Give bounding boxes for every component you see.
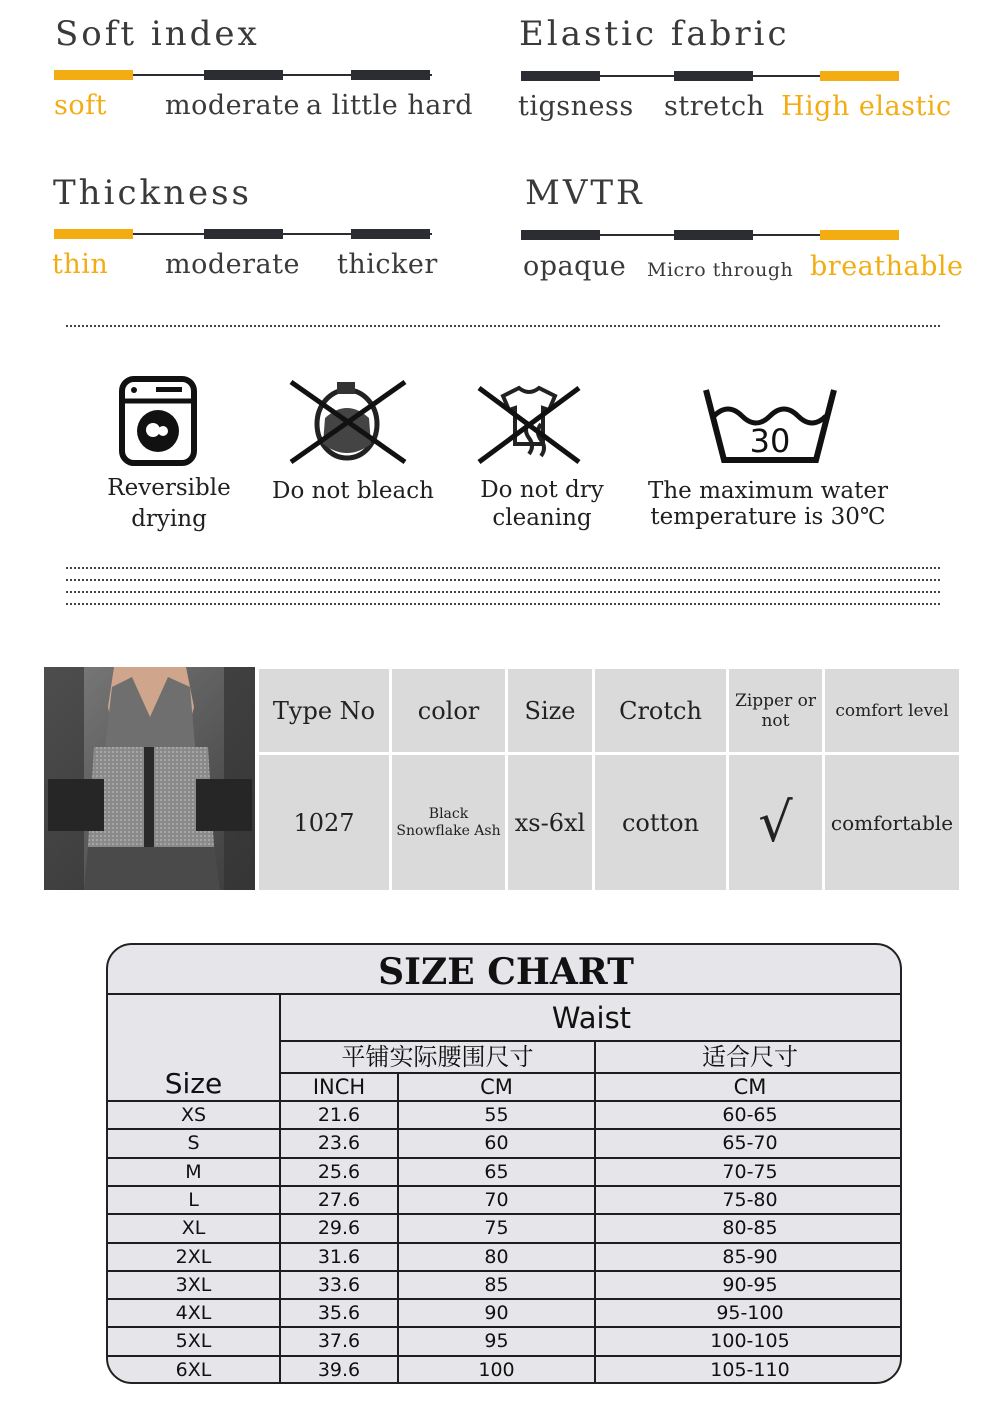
inch-cell: 25.6	[317, 1160, 361, 1183]
spec-zipper-check: √	[729, 755, 822, 890]
size-cell: 4XL	[175, 1302, 212, 1325]
care-label-reversible-drying: Reversible drying	[107, 475, 231, 532]
spec-header-comfort: comfort level	[825, 669, 959, 752]
size-chart	[106, 943, 902, 1384]
elastic-fabric-title: Elastic fabric	[519, 14, 790, 54]
size-cell: S	[187, 1132, 200, 1155]
fit-cell: 65-70	[722, 1132, 778, 1155]
thickness-label-moderate: moderate	[165, 249, 300, 280]
scale-segment	[521, 230, 600, 240]
spec-comfort: comfortable	[825, 755, 959, 890]
fit-cell: 100-105	[710, 1330, 790, 1353]
elastic-label-stretch: stretch	[664, 91, 765, 122]
care-label-max-temp: The maximum water temperature is 30℃	[648, 478, 888, 530]
size-cell: L	[188, 1188, 199, 1211]
spec-header-type-no: Type No	[259, 669, 389, 752]
care-label-no-dry-cleaning: Do not dry cleaning	[480, 477, 604, 531]
cm-cell: 55	[484, 1104, 509, 1126]
cm-cell: 85	[484, 1273, 509, 1296]
scale-segment	[351, 229, 430, 239]
fit-cell: 70-75	[722, 1160, 778, 1183]
thickness-label-thicker: thicker	[337, 249, 438, 280]
no-dry-cleaning-icon	[473, 382, 585, 466]
unit-inch: INCH	[312, 1075, 366, 1099]
divider	[66, 591, 940, 593]
scale-segment-selected	[820, 230, 899, 240]
cm-cell: 100	[478, 1358, 515, 1381]
fit-cell: 105-110	[710, 1358, 790, 1381]
soft-index-title: Soft index	[55, 14, 260, 54]
fit-cell: 60-65	[722, 1104, 778, 1126]
size-cell: M	[185, 1160, 202, 1183]
inch-cell: 33.6	[317, 1273, 361, 1296]
size-cell: XL	[181, 1217, 206, 1240]
divider	[66, 579, 940, 581]
inch-cell: 27.6	[317, 1188, 361, 1211]
spec-type-no: 1027	[259, 755, 389, 890]
inch-cell: 37.6	[317, 1330, 361, 1353]
inch-cell: 23.6	[317, 1132, 361, 1155]
scale-segment	[674, 230, 753, 240]
flat-measure-header: 平铺实际腰围尺寸	[341, 1043, 534, 1071]
cm-cell: 65	[484, 1160, 509, 1183]
soft-index-label-moderate: moderate	[165, 90, 300, 121]
elastic-fabric-scale	[521, 71, 899, 81]
spec-header-zipper: Zipper or not	[729, 669, 822, 752]
inch-cell: 31.6	[317, 1245, 361, 1268]
size-chart-title: SIZE CHART	[378, 951, 634, 993]
cm-cell: 80	[484, 1245, 509, 1268]
cm-cell: 95	[484, 1330, 509, 1353]
mvtr-title: MVTR	[525, 173, 645, 213]
scale-segment-selected	[54, 70, 133, 80]
thickness-scale	[54, 229, 432, 239]
size-cell: 5XL	[175, 1330, 212, 1353]
elastic-label-high-elastic: High elastic	[781, 91, 952, 122]
cm-cell: 75	[484, 1217, 509, 1240]
divider	[66, 567, 940, 569]
soft-index-label-hard: a little hard	[306, 90, 474, 121]
mvtr-scale	[521, 230, 899, 240]
cm-cell: 70	[484, 1188, 509, 1211]
spec-crotch: cotton	[595, 755, 726, 890]
no-bleach-icon	[287, 378, 411, 466]
scale-segment	[521, 71, 600, 81]
divider	[66, 325, 940, 327]
scale-segment	[204, 229, 283, 239]
thickness-title: Thickness	[53, 173, 253, 213]
product-photo	[44, 667, 255, 890]
inch-cell: 21.6	[317, 1104, 361, 1126]
thickness-label-thin: thin	[52, 249, 109, 280]
spec-header-size: Size	[508, 669, 592, 752]
size-cell: XS	[180, 1104, 207, 1126]
unit-cm-fit: CM	[733, 1075, 767, 1099]
size-column-header: Size	[164, 1067, 223, 1100]
cm-cell: 60	[484, 1132, 509, 1155]
wash-30-icon	[702, 386, 838, 466]
elastic-label-tigsness: tigsness	[518, 91, 634, 122]
scale-segment	[204, 70, 283, 80]
care-label-no-bleach: Do not bleach	[272, 478, 434, 504]
mvtr-label-opaque: opaque	[523, 251, 627, 282]
spec-header-crotch: Crotch	[595, 669, 726, 752]
fit-cell: 80-85	[722, 1217, 778, 1240]
divider	[66, 603, 940, 605]
scale-segment-selected	[820, 71, 899, 81]
mvtr-label-micro-through: Micro through	[647, 259, 794, 281]
spec-header-color: color	[392, 669, 505, 752]
scale-segment	[351, 70, 430, 80]
mvtr-label-breathable: breathable	[810, 251, 964, 282]
fit-size-header: 适合尺寸	[702, 1043, 798, 1071]
scale-segment-selected	[54, 229, 133, 239]
fit-cell: 75-80	[722, 1188, 778, 1211]
unit-cm: CM	[480, 1075, 513, 1099]
inch-cell: 39.6	[317, 1358, 361, 1381]
cm-cell: 90	[484, 1302, 509, 1325]
inch-cell: 35.6	[317, 1302, 361, 1325]
washing-machine-icon	[118, 376, 198, 466]
soft-index-label-soft: soft	[54, 90, 107, 121]
size-cell: 6XL	[175, 1358, 212, 1381]
inch-cell: 29.6	[317, 1217, 361, 1240]
spec-size: xs-6xl	[508, 755, 592, 890]
scale-segment	[674, 71, 753, 81]
soft-index-scale	[54, 70, 432, 80]
spec-color: Black Snowflake Ash	[392, 755, 505, 890]
fit-cell: 90-95	[722, 1273, 778, 1296]
fit-cell: 95-100	[716, 1302, 784, 1325]
waist-header: Waist	[551, 1001, 632, 1035]
size-cell: 2XL	[175, 1245, 212, 1268]
fit-cell: 85-90	[722, 1245, 778, 1268]
wash-temperature: 30	[749, 422, 791, 460]
size-cell: 3XL	[175, 1273, 212, 1296]
